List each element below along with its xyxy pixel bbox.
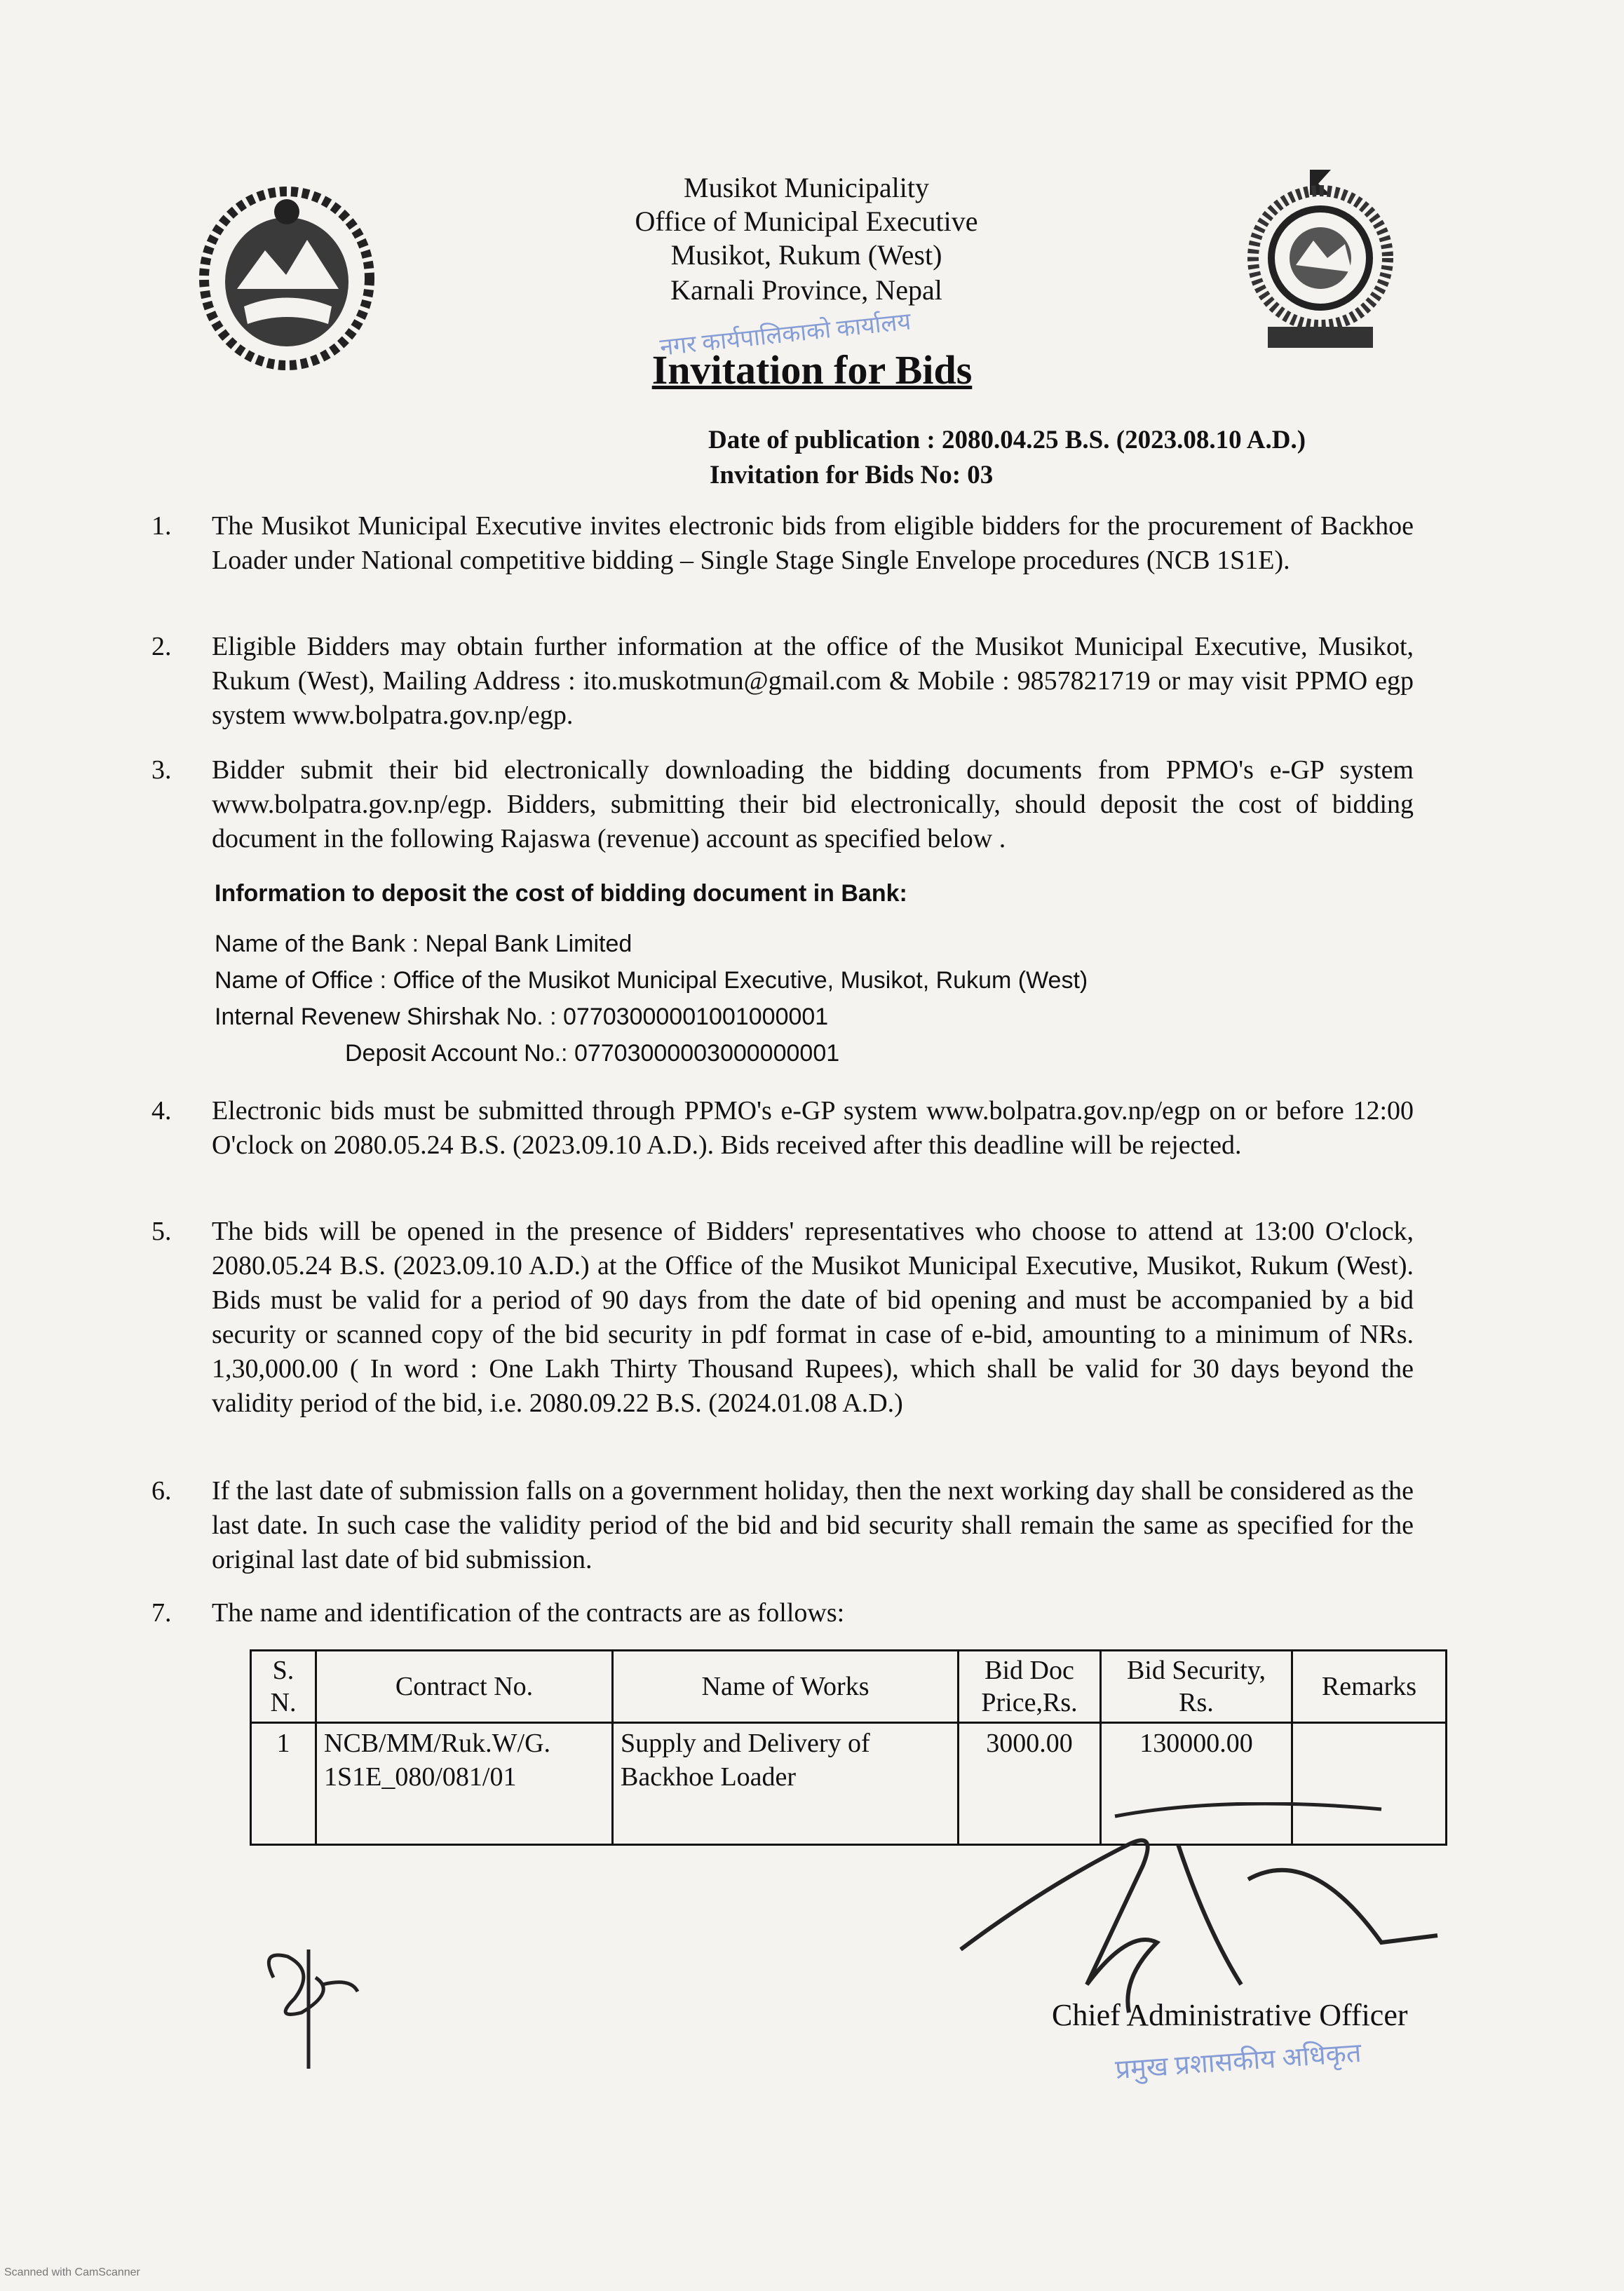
table-header-row [251,1651,1447,1723]
list-item: 2. Eligible Bidders may obtain further information at the office of the Musikot Municipal Executive, Musikot, Rukum (West), Mailing Address : ito.muskotmun@gmail.com & Mobile : 9857821719 or may visit PPMO egp system www.bolpatra.gov.np/egp. [151,632,1414,730]
bank-name: Name of the Bank : Nepal Bank Limited [215,931,632,957]
bank-info-heading: Information to deposit the cost of bidding document in Bank: [215,880,907,907]
column-header: S. N. [251,1651,316,1723]
nepal-emblem-icon [195,184,379,373]
list-item: 5. The bids will be opened in the presence of Bidders' representatives who choose to attend at 13:00 O'clock, 2080.05.24 B.S. (2023.09.10 A.D.) at the Office of the Musikot Municipal Executive, Musikot, Rukum (West). Bids must be valid for a period of 90 days from the date of bid opening and must be accompanied by a bid security or scanned copy of the bid security in pdf format in case of e-bid, amounting to a minimum of NRs. 1,30,000.00 ( In word : One Lakh Thirty Thousand Rupees), which shall be valid for 30 days beyond the validity period of the bid, i.e. 2080.09.22 B.S. (2024.01.08 A.D.) [151,1217,1414,1418]
office-name: Office of Municipal Executive [635,205,978,237]
table-cell: 3000.00 [959,1723,1101,1845]
table-cell: 130000.00 [1101,1723,1292,1845]
province-name: Karnali Province, Nepal [670,274,942,306]
publication-date: Date of publication : 2080.04.25 B.S. (2023.08.10 A.D.) [708,426,1306,454]
office-address: Musikot, Rukum (West) [670,239,942,271]
column-header: Bid Doc Price,Rs. [959,1651,1101,1723]
list-item: 1. The Musikot Municipal Executive invites electronic bids from eligible bidders for the procurement of Backhoe Loader under National competitive bidding – Single Stage Single Envelope procedures (NCB 1S1E). [151,511,1414,575]
column-header: Contract No. [316,1651,613,1723]
municipality-name: Musikot Municipality [684,172,929,203]
municipality-logo-icon [1240,167,1401,352]
bank-info [215,875,1088,1072]
page-title: Invitation for Bids [651,347,973,393]
signatory-title: Chief Administrative Officer [1052,1998,1408,2032]
column-header: Remarks [1292,1651,1447,1723]
table-cell: 1 [251,1723,316,1845]
deposit-account-number: Deposit Account No.: 07703000003000000001 [345,1040,840,1067]
revenue-number: Internal Revenew Shirshak No. : 07703000001001000001 [215,1003,829,1030]
column-header: Bid Security, Rs. [1101,1651,1292,1723]
column-header: Name of Works [613,1651,959,1723]
ifb-number: Invitation for Bids No: 03 [710,461,994,489]
list-item: 6. If the last date of submission falls on a government holiday, then the next working day shall be considered as the last date. In such case the validity period of the bid and bid security shall remain the same as specified for the original last date of bid submission. [151,1476,1414,1574]
signatory-stamp: प्रमुख प्रशासकीय अधिकृत [1114,2038,1362,2086]
office-account-name: Name of Office : Office of the Musikot Municipal Executive, Musikot, Rukum (West) [215,967,1088,994]
list-item: 3. Bidder submit their bid electronically downloading the bidding documents from PPMO's e-GP system www.bolpatra.gov.np/egp. Bidders, submitting their bid electronically, should deposit the cost of bidding document in the following Rajaswa (revenue) account as specified below . [151,755,1414,853]
table-cell: Supply and Delivery of Backhoe Loader [613,1723,959,1845]
office-stamp: नगर कार्यपालिकाको कार्यालय [658,309,912,361]
scanner-watermark: Scanned with CamScanner [4,2266,140,2278]
list-item: 4. Electronic bids must be submitted through PPMO's e-GP system www.bolpatra.gov.np/egp on or before 12:00 O'clock on 2080.05.24 B.S. (2023.09.10 A.D.). Bids received after this deadline will be rejected. [151,1096,1414,1160]
table-cell: NCB/MM/Ruk.W/G. 1S1E_080/081/01 [316,1723,613,1845]
list-item: 7. The name and identification of the contracts are as follows: [151,1598,845,1628]
initial-signature [245,1935,365,2076]
